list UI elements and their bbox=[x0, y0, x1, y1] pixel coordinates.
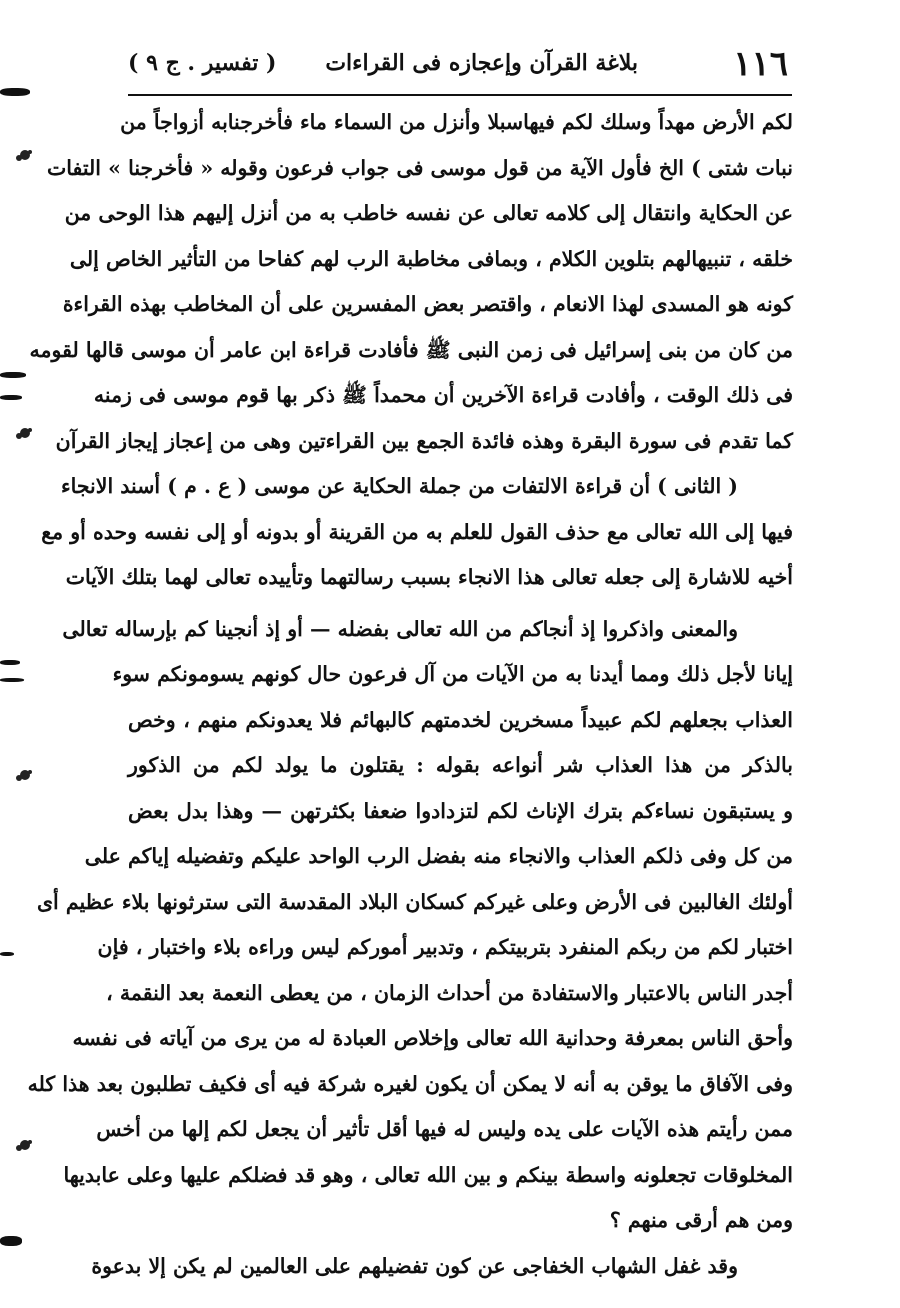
text-line: فى ذلك الوقت ، وأفادت قراءة الآخرين أن محمداً ﷺ ذكر بها قوم موسى فى زمنه bbox=[93, 383, 793, 407]
text-line: من كل وفى ذلكم العذاب والانجاء منه بفضل الرب الواحد عليكم وتفضيله إياكم على bbox=[84, 844, 793, 868]
scan-blot bbox=[20, 428, 30, 438]
text-line: بالذكر من هذا العذاب شر أنواعه بقوله : يقتلون ما يولد لكم من الذكور bbox=[128, 753, 793, 777]
scan-blot bbox=[20, 1140, 30, 1150]
text-line: نبات شتى ) الخ فأول الآية من قول موسى فى جواب فرعون وقوله « فأخرجنا » التفات bbox=[46, 155, 793, 180]
scan-blot bbox=[20, 770, 30, 780]
scan-blot bbox=[20, 150, 30, 160]
text-line: ممن رأيتم هذه الآيات على يده وليس له فيها أقل تأثير أن يجعل لكم إلها من أخس bbox=[96, 1117, 793, 1141]
text-line: والمعنى واذكروا إذ أنجاكم من الله تعالى بفضله — أو إذ أنجينا كم بإرساله تعالى bbox=[62, 616, 738, 641]
text-line: وأحق الناس بمعرفة وحدانية الله تعالى وإخلاص العبادة له من يرى من آياته فى نفسه bbox=[72, 1026, 793, 1050]
page-header bbox=[128, 38, 788, 94]
scan-mark bbox=[0, 372, 26, 378]
text-line: إيانا لأجل ذلك ومما أيدنا به من الآيات من آل فرعون حال كونهم يسومونكم سوء bbox=[112, 662, 793, 686]
text-line: كما تقدم فى سورة البقرة وهذه فائدة الجمع بين القراءتين وهى من إعجاز إيجاز القرآن bbox=[55, 428, 793, 453]
text-line: أجدر الناس بالاعتبار والاستفادة من أحداث الزمان ، من يعطى النعمة بعد النقمة ، bbox=[106, 980, 793, 1005]
text-line: العذاب بجعلهم لكم عبيداً مسخرين لخدمتهم كالبهائم فلا يعدونكم منهم ، وخص bbox=[128, 707, 793, 732]
volume-reference: ( تفسير . ج ٩ ) bbox=[128, 50, 277, 76]
page-number: ١١٦ bbox=[733, 44, 788, 84]
text-line: أخيه للاشارة إلى جعله تعالى هذا الانجاء بسبب رسالتهما وتأييده تعالى لهما بتلك الآيات bbox=[65, 565, 793, 589]
text-line: خلقه ، تنبيهالهم بتلوين الكلام ، وبمافى مخاطبة الرب لهم كفاحا من التأثير الخاص إلى bbox=[69, 246, 793, 271]
body-text bbox=[27, 100, 793, 1278]
text-line: ومن هم أرقى منهم ؟ bbox=[609, 1208, 793, 1232]
running-title: بلاغة القرآن وإعجازه فى القراءات bbox=[325, 50, 638, 76]
scan-mark bbox=[0, 660, 20, 665]
text-line: ( الثانى ) أن قراءة الالتفات من جملة الحكاية عن موسى ( ع . م ) أسند الانجاء bbox=[60, 474, 738, 498]
scan-mark bbox=[0, 1236, 22, 1246]
text-line: أولئك الغالبين فى الأرض وعلى غيركم كسكان البلاد المقدسة التى سترثونها بلاء عظيم أى bbox=[37, 889, 793, 914]
header-rule bbox=[128, 94, 792, 96]
margin-scan-marks bbox=[0, 0, 40, 1308]
text-line: وقد غفل الشهاب الخفاجى عن كون تفضيلهم على العالمين لم يكن إلا بدعوة bbox=[91, 1253, 738, 1278]
text-line: وفى الآفاق ما يوقن به أنه لا يمكن أن يكون لغيره شركة فيه أى فكيف تطلبون بعد هذا كله bbox=[27, 1071, 793, 1096]
text-line: كونه هو المسدى لهذا الانعام ، واقتصر بعض المفسرين على أن المخاطب بهذه القراءة bbox=[62, 292, 793, 316]
scan-mark bbox=[0, 678, 24, 682]
text-line: المخلوقات تجعلونه واسطة بينكم و بين الله تعالى ، وهو قد فضلكم عليها وعلى عابديها bbox=[63, 1162, 793, 1187]
text-line: من كان من بنى إسرائيل فى زمن النبى ﷺ فأفادت قراءة ابن عامر أن موسى قالها لقومه bbox=[29, 337, 793, 362]
scan-mark bbox=[0, 88, 30, 96]
text-line: لكم الأرض مهداً وسلك لكم فيهاسبلا وأنزل من السماء ماء فأخرجنابه أزواجاً من bbox=[120, 110, 793, 134]
text-line: فيها إلى الله تعالى مع حذف القول للعلم به من القرينة أو بدونه أو إلى نفسه وحده أو مع bbox=[41, 519, 793, 544]
text-line: اختبار لكم من ربكم المنفرد بتربيتكم ، وتدبير أموركم ليس وراءه بلاء واختبار ، فإن bbox=[97, 935, 793, 959]
scan-mark bbox=[0, 395, 22, 400]
scan-mark bbox=[0, 952, 14, 956]
text-line: و يستبقون نساءكم بترك الإناث لكم لتزدادوا ضعفا بكثرتهن — وهذا بدل بعض bbox=[128, 798, 793, 823]
text-line: عن الحكاية وانتقال إلى كلامه تعالى عن نفسه خاطب به من أنزل إليهم هذا الوحى من bbox=[64, 201, 793, 225]
